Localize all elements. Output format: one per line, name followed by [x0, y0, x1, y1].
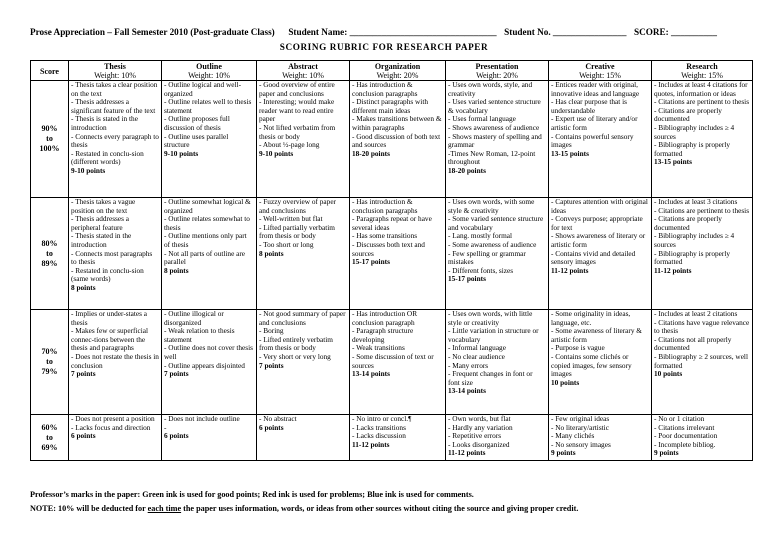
criterion-line: - Has some transitions: [352, 231, 418, 241]
criterion-line: - Connects every paragraph to thesis: [71, 131, 159, 150]
criterion-line: - Conveys purpose; appropriate for text: [551, 214, 643, 232]
criterion-line: - Has introduction & conclusion paragraphs: [352, 80, 418, 98]
criterion-line: - Uses varied sentence structure & vocabulary: [448, 97, 541, 115]
criterion-line: - No intro or concl.¶: [352, 414, 412, 423]
score-band-row: [31, 81, 753, 198]
points-label: 7 points: [164, 369, 189, 379]
column-header-creative: [549, 61, 652, 81]
points-label: 7 points: [259, 360, 284, 370]
score-band-cell: [31, 415, 69, 461]
criterion-cell-research: [652, 310, 753, 415]
score-band-text: 90%: [41, 124, 58, 133]
points-label: 15-17 points: [448, 274, 486, 284]
score-band-text: 100%: [39, 144, 60, 153]
criterion-line: - Outline somewhat logical & organized: [164, 197, 251, 215]
points-label: 13-14 points: [352, 369, 390, 379]
criterion-cell-creative: [549, 310, 652, 415]
criterion-line: - Interesting; would make reader want to read entire paper: [259, 97, 335, 124]
note-part-c: the paper uses information, words, or ideas from other sources without citing the source and giving proper credit.: [181, 504, 579, 513]
criterion-line: - Contains vivid and detailed sensory images: [551, 248, 636, 267]
criterion-line: - Some originality in ideas, language, etc.: [551, 309, 631, 327]
criterion-line: - Outline relates well to thesis statement: [164, 97, 252, 115]
column-name: Score: [40, 66, 59, 76]
column-weight: Weight: 10%: [282, 71, 324, 80]
criterion-line: - Bibliography ≥ 2 sources, well formatted: [654, 351, 748, 370]
criterion-line: - Citations not all properly documented: [654, 334, 732, 353]
points-label: 9-10 points: [71, 165, 106, 175]
criterion-line: - Has introduction OR conclusion paragraph: [352, 309, 418, 327]
criterion-line: - Lacks discussion: [352, 431, 406, 441]
points-label: 11-12 points: [654, 265, 692, 275]
criterion-line: - Distinct paragraphs with different main ideas: [352, 97, 428, 115]
criterion-cell-creative: [549, 415, 652, 461]
criterion-line: - Bibliography includes ≥ 4 sources: [654, 122, 735, 141]
points-label: 15-17 points: [352, 257, 390, 267]
points-label: 9 points: [551, 448, 576, 458]
criterion-line: - Some discussion of text or sources: [352, 351, 434, 370]
criterion-line: - Includes at least 4 citations for quotes, information or ideas: [654, 80, 748, 98]
column-header-research: [652, 61, 753, 81]
points-label: 6 points: [164, 431, 189, 441]
criterion-line: - Very short or very long: [259, 351, 331, 361]
points-label: 13-15 points: [654, 157, 692, 167]
column-header-organization: [350, 61, 446, 81]
score-band-text: to: [46, 134, 53, 143]
criterion-cell-organization: [350, 415, 446, 461]
criterion-line: - Outline illogical or disorganized: [164, 309, 224, 327]
criterion-line: - Citations are pertinent to thesis: [654, 97, 750, 107]
criterion-line: - Outline mentions only part of thesis: [164, 231, 247, 249]
criterion-cell-organization: [350, 81, 446, 198]
criterion-cell-presentation: [446, 415, 549, 461]
criterion-line: - Does not present a position: [71, 414, 155, 423]
criterion-line: - Boring: [259, 326, 284, 336]
points-label: 18-20 points: [352, 148, 390, 158]
criterion-line: - Thesis stated in the introduction: [71, 231, 132, 249]
score-band-row: [31, 198, 753, 310]
points-label: 11-12 points: [448, 448, 486, 458]
criterion-line: - Bibliography is properly formatted: [654, 140, 730, 158]
criterion-line: - Citations irrelevant: [654, 422, 715, 432]
criterion-line: -: [164, 422, 167, 432]
criterion-line: - Not lifted verbatim from thesis or body: [259, 122, 336, 141]
criterion-line: - Restated in conclu-sion (same words): [71, 265, 144, 284]
points-label: 10 points: [551, 377, 580, 387]
points-label: 18-20 points: [448, 165, 486, 175]
criterion-line: - Citations are pertinent to thesis: [654, 205, 750, 215]
criterion-line: - Lacks transitions: [352, 422, 406, 432]
criterion-line: - Expert use of literary and/or artistic form: [551, 114, 638, 132]
column-header-score: [31, 61, 69, 81]
points-label: 6 points: [71, 431, 96, 441]
points-label: 10 points: [654, 369, 683, 379]
criterion-line: - Poor documentation: [654, 431, 718, 441]
column-weight: Weight: 10%: [94, 71, 136, 80]
criterion-line: - Restated in conclu-sion (different words): [71, 148, 144, 167]
criterion-cell-presentation: [446, 198, 549, 310]
column-name: Abstract: [288, 62, 318, 71]
criterion-cell-abstract: [257, 415, 350, 461]
criterion-line: - Looks disorganized: [448, 439, 510, 449]
column-name: Presentation: [475, 62, 519, 71]
criterion-line: - Uses own words, with little style or creativity: [448, 309, 533, 327]
criterion-line: - Own words, but flat: [448, 414, 511, 423]
student-name-label: Student Name:: [288, 27, 348, 37]
criterion-line: - Connects most paragraphs to thesis: [71, 248, 153, 267]
points-label: 13-15 points: [551, 148, 589, 158]
criterion-cell-outline: [162, 81, 257, 198]
criterion-cell-research: [652, 81, 753, 198]
criterion-line: - No abstract: [259, 414, 297, 423]
column-weight: Weight: 20%: [476, 71, 518, 80]
criterion-line: - Hardly any variation: [448, 422, 513, 432]
criterion-line: - Thesis takes a vague position on the text: [71, 197, 136, 215]
points-label: 13-14 points: [448, 386, 486, 396]
column-name: Organization: [374, 62, 421, 71]
criterion-line: - Implies or under-states a thesis: [71, 309, 148, 327]
criterion-cell-presentation: [446, 81, 549, 198]
criterion-line: - Does not restate the thesis in conclusion: [71, 351, 159, 370]
criterion-line: - Not good summary of paper and conclusions: [259, 309, 346, 327]
criterion-line: - Informal language: [448, 343, 506, 353]
criterion-line: - Incomplete bibliog.: [654, 439, 716, 449]
score-band-cell: [31, 198, 69, 310]
criterion-line: - Lacks focus and direction: [71, 422, 151, 432]
criterion-line: - No literary/artistic: [551, 422, 609, 432]
criterion-line: - Fuzzy overview of paper and conclusions: [259, 197, 336, 215]
column-weight: Weight: 15%: [681, 71, 723, 80]
page-title: SCORING RUBRIC FOR RESEARCH PAPER: [279, 42, 489, 52]
score-band-row: [31, 310, 753, 415]
criterion-line: - Weak transitions: [352, 343, 405, 353]
score-band-text: 79%: [41, 367, 58, 376]
criterion-line: - Many errors: [448, 360, 489, 370]
criterion-line: - No or 1 citation: [654, 414, 705, 423]
criterion-line: - Uses own words, style, and creativity: [448, 80, 533, 98]
points-label: 8 points: [164, 265, 189, 275]
criterion-cell-research: [652, 415, 753, 461]
criterion-line: - Outline appears disjointed: [164, 360, 245, 370]
note-part-a: NOTE: 10% will be deducted for: [30, 504, 148, 513]
column-name: Outline: [196, 62, 222, 71]
criterion-line: - Thesis takes a clear position on the text: [71, 80, 158, 98]
column-name: Thesis: [104, 62, 126, 71]
criterion-line: - Outline uses parallel structure: [164, 131, 229, 150]
document-header: [30, 27, 750, 37]
criterion-line: - Good discussion of both text and sources: [352, 131, 441, 150]
student-no-line[interactable]: ________________: [552, 27, 627, 37]
criterion-line: - Too short or long: [259, 239, 314, 249]
criterion-line: - Bibliography includes ≥ 4 sources: [654, 231, 735, 249]
criterion-line: - Different fonts, sizes: [448, 265, 514, 275]
points-label: 7 points: [71, 369, 96, 379]
criterion-line: - Weak relation to thesis statement: [164, 326, 235, 344]
column-header-thesis: [69, 61, 162, 81]
criterion-line: -Times New Roman, 12-point throughout: [448, 148, 536, 167]
criterion-line: - Outline does not cover thesis well: [164, 343, 253, 361]
criterion-line: - Frequent changes in font or font size: [448, 369, 533, 387]
criterion-line: - Lifted partially verbatim from thesis or body: [259, 222, 335, 241]
criterion-cell-abstract: [257, 198, 350, 310]
criterion-line: - Good overview of entire paper and conclusions: [259, 80, 335, 98]
criterion-cell-organization: [350, 198, 446, 310]
criterion-cell-outline: [162, 198, 257, 310]
criterion-line: - Some awareness of audience: [448, 239, 537, 249]
criterion-line: - No clear audience: [448, 351, 505, 361]
criterion-line: - Has introduction & conclusion paragraphs: [352, 197, 418, 215]
criterion-cell-outline: [162, 310, 257, 415]
score-band-text: to: [46, 357, 53, 366]
column-weight: Weight: 20%: [376, 71, 419, 80]
criterion-line: - Thesis addresses a significant feature of the text: [71, 97, 156, 115]
criterion-line: - Few spelling or grammar mistakes: [448, 248, 526, 267]
points-label: 8 points: [259, 248, 284, 258]
criterion-cell-thesis: [69, 198, 162, 310]
score-band-text: to: [46, 432, 53, 442]
column-name: Research: [686, 62, 718, 71]
criterion-line: - Shows mastery of spelling and grammar: [448, 131, 542, 150]
score-band-cell: [31, 310, 69, 415]
criterion-line: - Discusses both text and sources: [352, 239, 425, 258]
criterion-cell-presentation: [446, 310, 549, 415]
score-band-text: 70%: [41, 347, 58, 356]
criterion-line: - Makes few or superficial connec-tions between the thesis and paragraphs: [71, 326, 148, 353]
student-name-line[interactable]: ________________________________: [349, 27, 497, 37]
criterion-line: - Contains some clichés or copied images, few sensory images: [551, 351, 632, 379]
criterion-cell-abstract: [257, 310, 350, 415]
criterion-line: - Uses own words, with some style & creativity: [448, 197, 535, 215]
criterion-line: - Little variation in structure or vocabulary: [448, 326, 539, 344]
criterion-line: - Thesis addresses a peripheral feature: [71, 214, 130, 232]
criterion-line: - Paragraph structure developing: [352, 326, 414, 344]
criterion-cell-abstract: [257, 81, 350, 198]
column-header-outline: [162, 61, 257, 81]
criterion-cell-outline: [162, 415, 257, 461]
criterion-line: - Shows awareness of literary or artistic form: [551, 231, 646, 249]
criterion-cell-thesis: [69, 415, 162, 461]
points-label: 9-10 points: [164, 148, 199, 158]
criterion-line: - Well-written but flat: [259, 214, 323, 224]
criterion-line: - Captures attention with original ideas: [551, 197, 648, 215]
column-name: Creative: [585, 62, 615, 71]
criterion-line: - Paragraphs repeat or have several ideas: [352, 214, 432, 232]
score-band-text: 60%: [41, 422, 58, 432]
criterion-line: - Citations are properly documented: [654, 214, 722, 232]
score-band-text: 80%: [41, 238, 58, 248]
criterion-cell-thesis: [69, 310, 162, 415]
points-label: 9 points: [654, 448, 679, 458]
score-label: SCORE:: [634, 27, 669, 37]
criterion-line: - Purpose is vague: [551, 343, 605, 353]
criterion-line: - Citations have vague relevance to thesis: [654, 317, 750, 336]
criterion-cell-research: [652, 198, 753, 310]
criterion-line: - Thesis is stated in the introduction: [71, 114, 138, 132]
criterion-line: - Uses formal language: [448, 114, 516, 124]
criterion-line: - Contains powerful sensory images: [551, 131, 634, 150]
criterion-line: - Some awareness of literary & artistic form: [551, 326, 642, 344]
criterion-line: - Lifted entirely verbatim from thesis or body: [259, 334, 333, 353]
criterion-line: - Makes transitions between & within paragraphs: [352, 114, 442, 132]
column-weight: Weight: 15%: [579, 71, 621, 80]
criterion-cell-thesis: [69, 81, 162, 198]
criterion-line: - Has clear purpose that is understandable: [551, 97, 627, 115]
criterion-line: - Outline relates somewhat to thesis: [164, 214, 250, 232]
score-band-text: to: [46, 248, 53, 258]
criterion-line: - Citations are properly documented: [654, 105, 722, 124]
points-label: 9-10 points: [259, 148, 294, 158]
criterion-line: - No sensory images: [551, 439, 611, 449]
criterion-line: - About ½-page long: [259, 140, 320, 150]
footer-marks-note: Professor’s marks in the paper: Green ink is used for good points; Red ink is used for problems; Blue ink is used for comments.: [30, 490, 474, 499]
criterion-line: - Some varied sentence structure and vocabulary: [448, 214, 544, 232]
column-header-presentation: [446, 61, 549, 81]
course-label: Prose Appreciation – Fall Semester 2010 (Post-graduate Class): [30, 27, 275, 37]
student-no-label: Student No.: [504, 27, 551, 37]
note-emphasis: each time: [147, 504, 182, 513]
criterion-line: - Bibliography is properly formatted: [654, 248, 730, 267]
criterion-line: - Outline proposes full discussion of thesis: [164, 114, 230, 132]
criterion-line: - Lang. mostly formal: [448, 231, 513, 241]
points-label: 11-12 points: [352, 439, 390, 449]
criterion-line: - Few original ideas: [551, 414, 610, 423]
header-row: [31, 61, 753, 81]
criterion-line: - Includes at least 3 citations: [654, 197, 738, 206]
criterion-cell-creative: [549, 81, 652, 198]
criterion-line: - Outline logical and well-organized: [164, 80, 241, 98]
points-label: 11-12 points: [551, 265, 589, 275]
footer-plagiarism-note: [30, 504, 578, 513]
criterion-line: - Includes at least 2 citations: [654, 309, 738, 318]
criterion-cell-organization: [350, 310, 446, 415]
column-weight: Weight: 10%: [188, 71, 230, 80]
points-label: 8 points: [71, 282, 96, 292]
criterion-cell-creative: [549, 198, 652, 310]
criterion-line: - Repetitive errors: [448, 431, 502, 441]
score-line[interactable]: __________: [671, 27, 717, 37]
criterion-line: - Does not include outline: [164, 414, 240, 423]
criterion-line: - Entices reader with original, innovative ideas and language: [551, 80, 640, 98]
score-band-text: 89%: [41, 258, 58, 268]
score-band-text: 69%: [41, 442, 58, 452]
score-band-cell: [31, 81, 69, 198]
score-band-row: [31, 415, 753, 461]
column-header-abstract: [257, 61, 350, 81]
criterion-line: - Not all parts of outline are parallel: [164, 248, 246, 267]
points-label: 6 points: [259, 422, 284, 432]
rubric-table: [30, 60, 753, 461]
criterion-line: - Shows awareness of audience: [448, 122, 540, 132]
criterion-line: - Many clichés: [551, 431, 595, 441]
